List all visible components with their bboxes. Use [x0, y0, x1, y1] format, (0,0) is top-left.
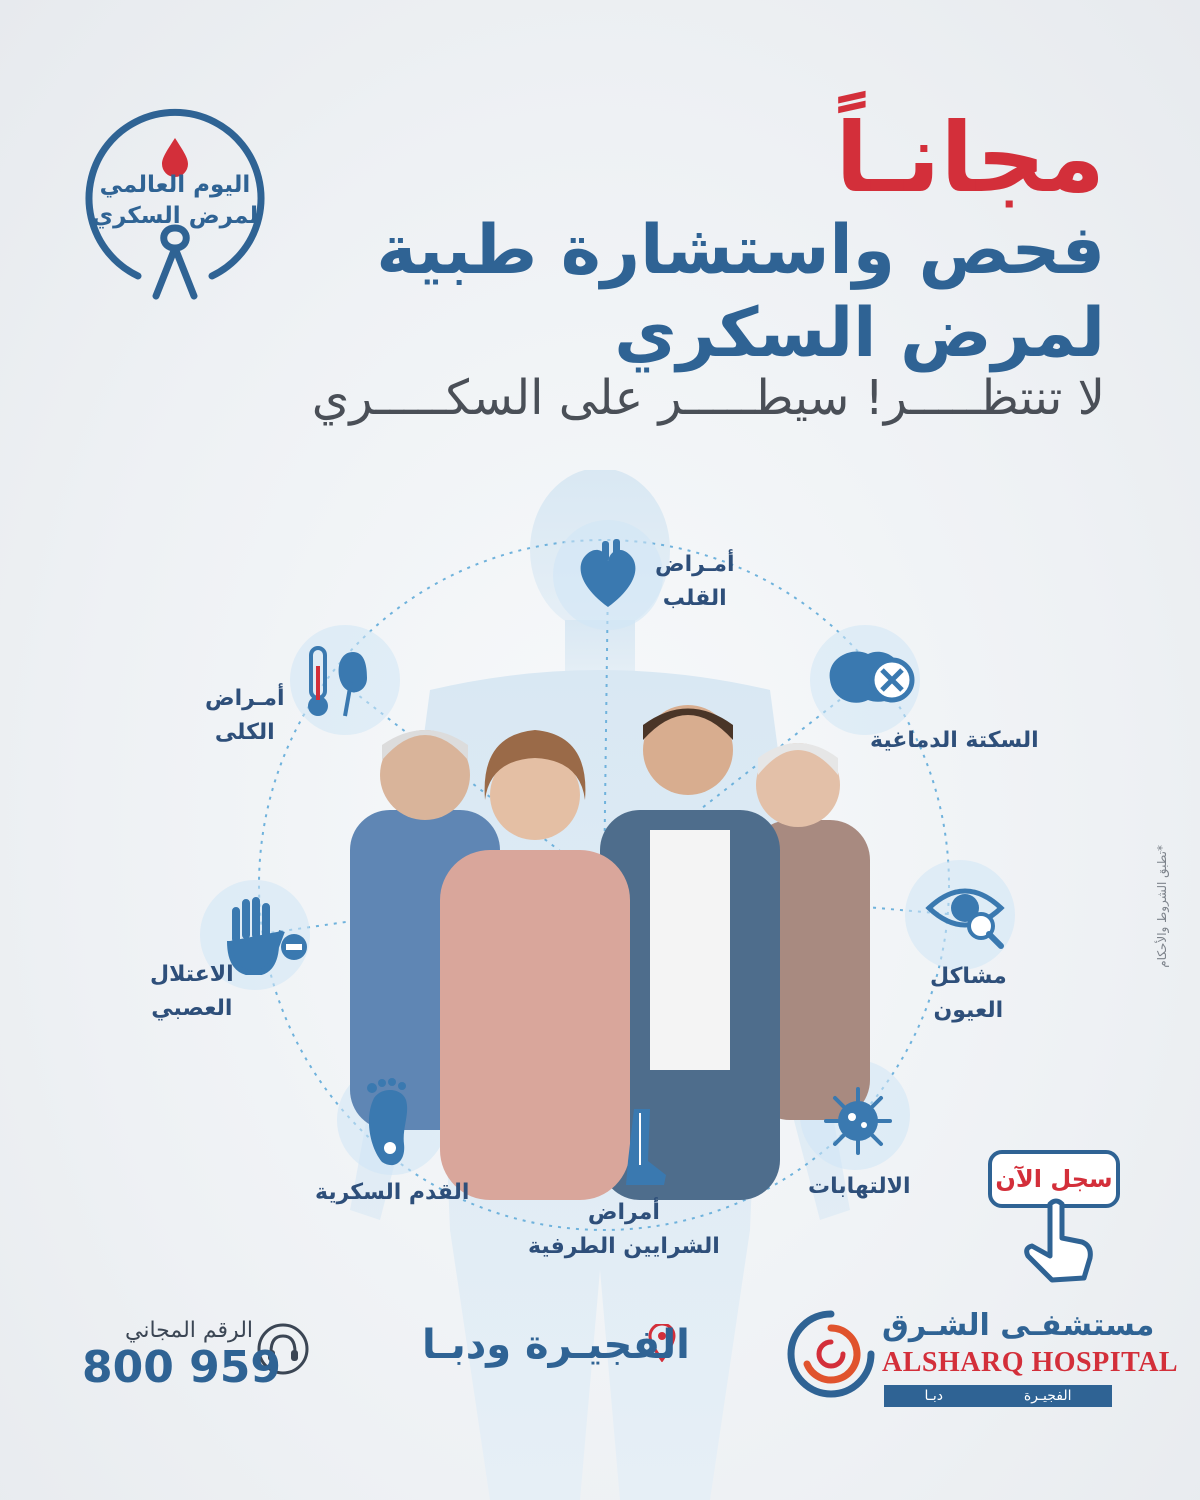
terms-note: *تطبق الشروط والأحكام	[1155, 845, 1169, 968]
branch-dibba: دبـا	[924, 1388, 943, 1404]
condition-stroke-label	[870, 724, 1039, 758]
free-headline: مجانـاً	[835, 102, 1105, 214]
condition-neuro-label	[150, 958, 234, 1026]
register-now-button[interactable]: سجل الآن	[988, 1150, 1120, 1208]
location-text: الفجيـرة ودبـا	[422, 1322, 690, 1368]
subtitle: لا تنتظـــــر! سيطـــــر على السكـــــري	[311, 370, 1105, 426]
middle-aged-woman-figure	[440, 730, 630, 1200]
hotline-number[interactable]: 800 959	[82, 1342, 282, 1393]
condition-arteries-label	[528, 1196, 720, 1264]
heart-label-line1: أمـراض	[655, 552, 735, 577]
kidney-label-line1: أمـراض	[205, 686, 285, 711]
heart-label-line2: القلب	[662, 586, 727, 612]
pointer-hand-icon	[1020, 1198, 1100, 1286]
hospital-logo-icon	[785, 1308, 877, 1400]
hospital-name-arabic: مستشفـى الشـرق	[882, 1308, 1155, 1343]
foot-label-line1: القدم السكرية	[315, 1180, 470, 1205]
badge-line1: اليوم العالمي	[99, 172, 251, 198]
arteries-label-line2: الشرايين الطرفية	[528, 1234, 720, 1260]
main-headline-line2: لمرض السكري	[614, 293, 1105, 373]
kidney-label-line2: الكلى	[214, 720, 275, 746]
condition-infection-label	[808, 1170, 911, 1204]
condition-heart-label	[655, 548, 735, 616]
infection-label-line1: الالتهابات	[808, 1174, 911, 1199]
hospital-name-english: ALSHARQ HOSPITAL	[882, 1347, 1179, 1378]
stroke-label-line1: السكتة الدماغية	[870, 728, 1039, 753]
arteries-label-line1: أمراض	[587, 1200, 660, 1225]
hotline-label: الرقم المجاني	[125, 1318, 254, 1343]
badge-line2: لمرض السكري	[92, 203, 258, 230]
brain-icon	[822, 640, 917, 720]
main-headline-line1: فحص واستشارة طبية	[376, 211, 1105, 290]
kidney-thermometer-icon	[305, 642, 385, 722]
heart-icon	[568, 535, 648, 615]
eye-magnifier-icon	[925, 870, 1005, 950]
foot-icon	[360, 1078, 420, 1168]
condition-foot-label	[315, 1176, 469, 1210]
leg-icon	[612, 1105, 672, 1190]
condition-kidney-label	[205, 682, 285, 750]
neuro-label-line2: العصبي	[151, 996, 233, 1022]
virus-icon	[822, 1085, 894, 1157]
eyes-label-line2: العيون	[933, 998, 1004, 1024]
branch-fujairah: الفجيـرة	[1023, 1388, 1072, 1404]
eyes-label-line1: مشاكل	[930, 964, 1007, 989]
condition-eyes-label	[930, 960, 1007, 1028]
hospital-branches-bar	[884, 1385, 1112, 1407]
neuro-label-line1: الاعتلال	[150, 962, 234, 987]
